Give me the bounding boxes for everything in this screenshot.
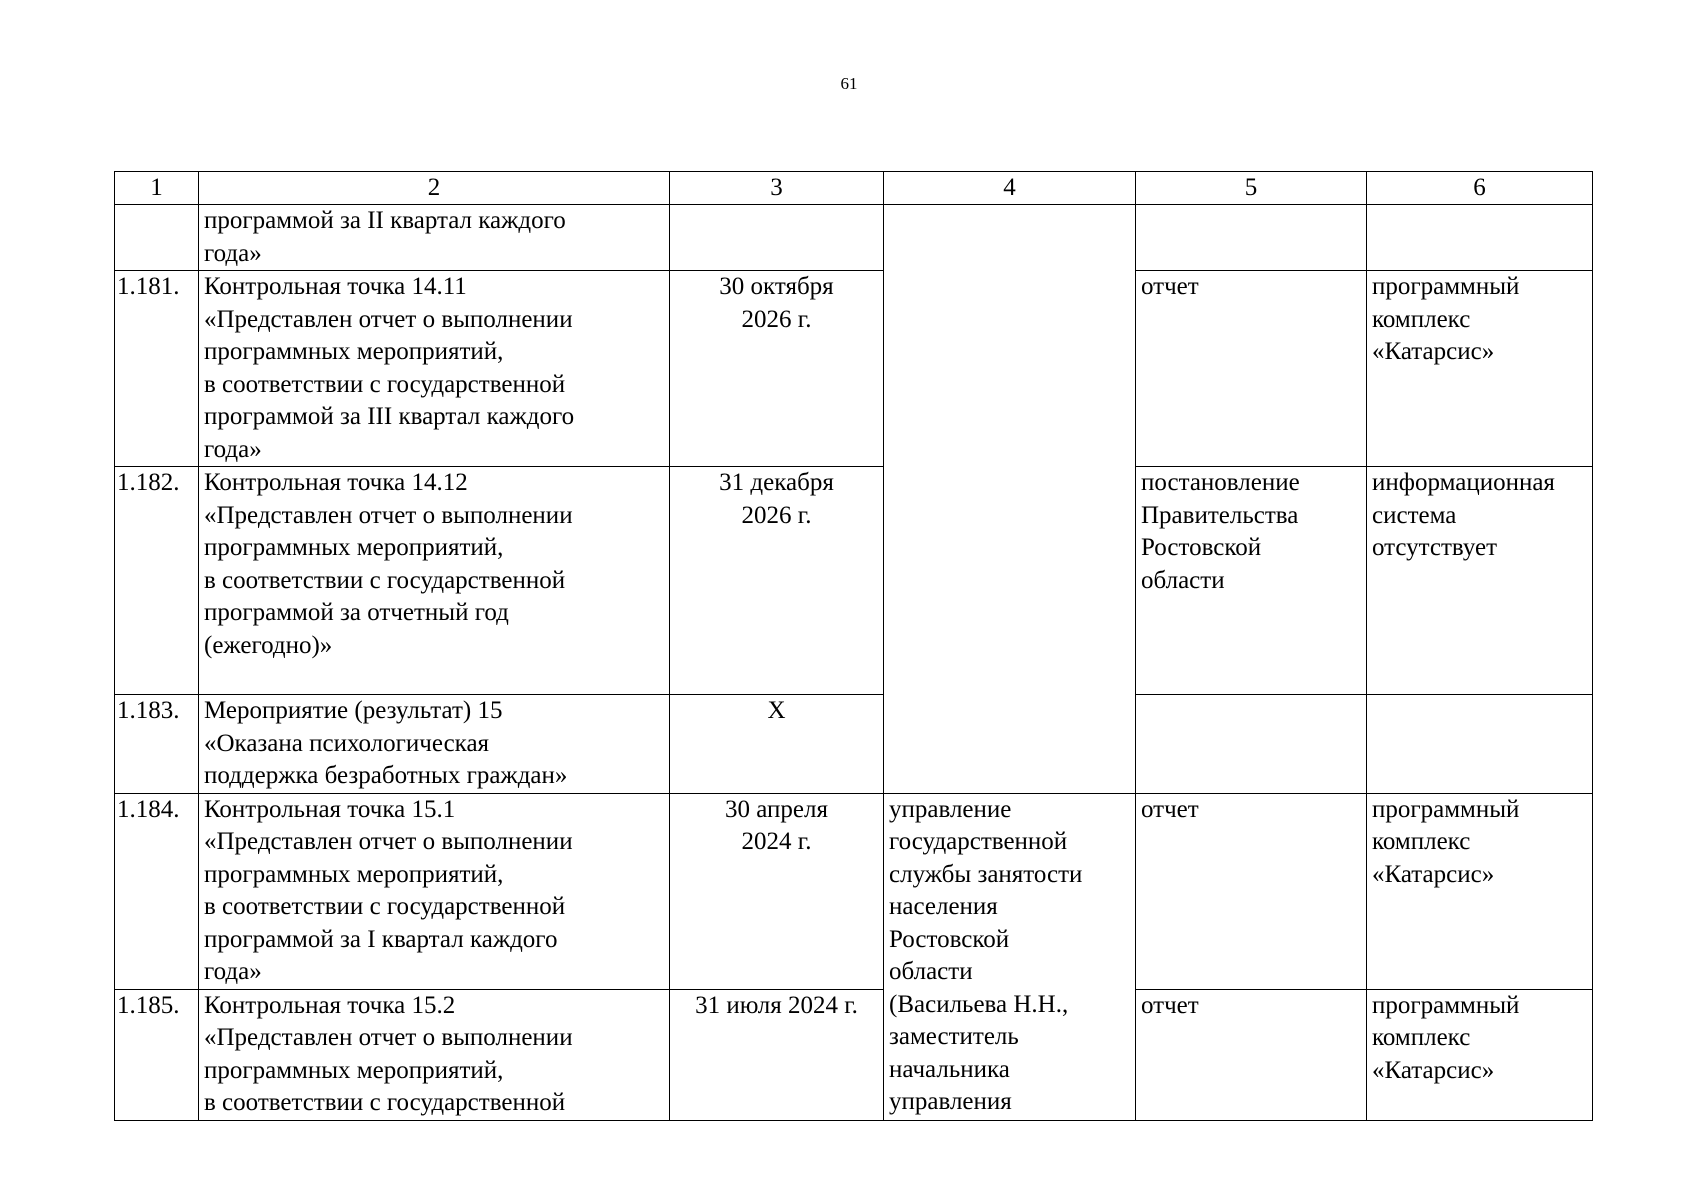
table-row xyxy=(115,793,1593,989)
table-row-continuation xyxy=(115,205,1593,271)
row-number: 1.184. xyxy=(115,793,199,989)
row-document-type: отчет xyxy=(1136,989,1367,1120)
row-date: Х xyxy=(670,695,884,794)
row-information-system xyxy=(1367,205,1593,271)
row-name: Контрольная точка 14.12 «Представлен отчет о выполнении программных мероприятий, в соответствии с государственной программой за отчетный год (ежегодно)» xyxy=(199,467,670,695)
row-responsible: управление государственной службы занятости населения Ростовской области (Васильева Н.Н., заместитель начальника управления xyxy=(884,793,1136,1120)
row-date: 31 декабря 2026 г. xyxy=(670,467,884,695)
row-date: 31 июля 2024 г. xyxy=(670,989,884,1120)
table-row xyxy=(115,695,1593,794)
row-date: 30 апреля 2024 г. xyxy=(670,793,884,989)
row-name: программой за II квартал каждого года» xyxy=(199,205,670,271)
row-document-type: отчет xyxy=(1136,271,1367,467)
row-information-system: программный комплекс «Катарсис» xyxy=(1367,271,1593,467)
table-row xyxy=(115,467,1593,695)
row-number: 1.183. xyxy=(115,695,199,794)
row-responsible xyxy=(884,205,1136,794)
column-header-3: 3 xyxy=(670,172,884,205)
row-responsible xyxy=(1136,695,1367,794)
row-information-system: информационная система отсутствует xyxy=(1367,467,1593,695)
column-header-5: 5 xyxy=(1136,172,1367,205)
table-header-row xyxy=(115,172,1593,205)
column-header-4: 4 xyxy=(884,172,1136,205)
row-date: 30 октября 2026 г. xyxy=(670,271,884,467)
row-document-type: отчет xyxy=(1136,793,1367,989)
column-header-2: 2 xyxy=(199,172,670,205)
row-document-type xyxy=(1136,205,1367,271)
row-number: 1.185. xyxy=(115,989,199,1120)
table-row xyxy=(115,989,1593,1120)
plan-table xyxy=(114,171,1593,1121)
row-name: Контрольная точка 15.1 «Представлен отчет о выполнении программных мероприятий, в соответствии с государственной программой за I квартал каждого года» xyxy=(199,793,670,989)
row-name: Контрольная точка 15.2 «Представлен отчет о выполнении программных мероприятий, в соответствии с государственной xyxy=(199,989,670,1120)
row-number xyxy=(115,205,199,271)
column-header-6: 6 xyxy=(1367,172,1593,205)
row-number: 1.181. xyxy=(115,271,199,467)
page-number: 61 xyxy=(840,74,858,93)
column-header-1: 1 xyxy=(115,172,199,205)
row-date xyxy=(670,205,884,271)
row-document-type xyxy=(1367,695,1593,794)
row-number: 1.182. xyxy=(115,467,199,695)
row-information-system: программный комплекс «Катарсис» xyxy=(1367,989,1593,1120)
row-document-type: постановление Правительства Ростовской области xyxy=(1136,467,1367,695)
row-name: Контрольная точка 14.11 «Представлен отчет о выполнении программных мероприятий, в соответствии с государственной программой за III квартал каждого года» xyxy=(199,271,670,467)
table-row xyxy=(115,271,1593,467)
row-name: Мероприятие (результат) 15 «Оказана психологическая поддержка безработных граждан» xyxy=(199,695,670,794)
row-information-system: программный комплекс «Катарсис» xyxy=(1367,793,1593,989)
